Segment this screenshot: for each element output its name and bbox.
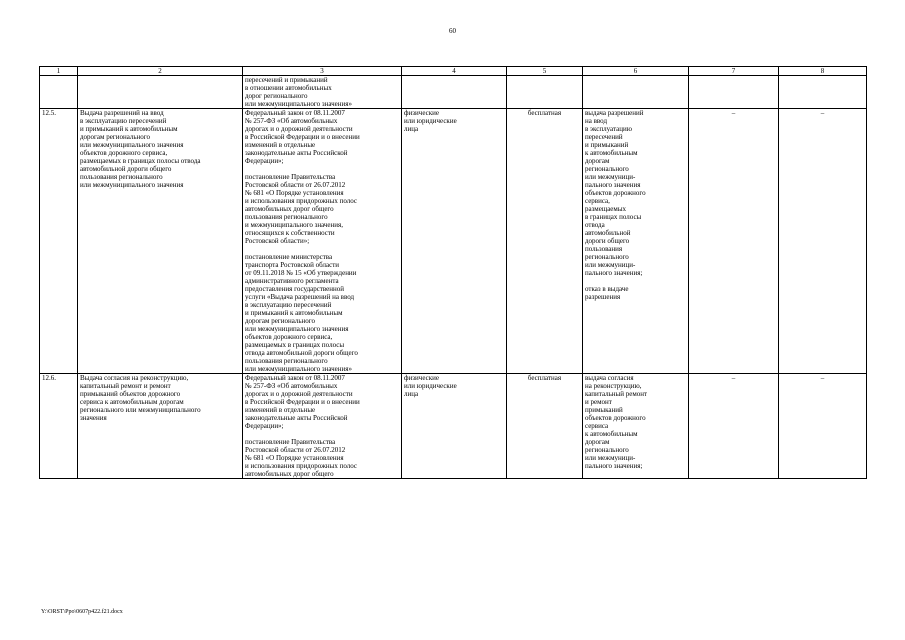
cell-fee: бесплатная [507, 374, 583, 479]
column-header-row [40, 67, 867, 76]
column-header: 5 [507, 67, 583, 76]
text-line: отказ в выдаче [585, 285, 629, 293]
column-header: 8 [779, 67, 867, 76]
text-line: лица [404, 125, 419, 133]
text-line: примыканий [585, 406, 623, 414]
text-line: или юридические [404, 117, 457, 125]
text-line: дорогам регионального [245, 317, 315, 325]
text-line: в границах полосы [585, 213, 642, 221]
text-line: постановление министерства [245, 253, 333, 261]
text-line: и использования придорожных полос [245, 197, 358, 205]
text-line: Ростовской области»; [245, 237, 310, 245]
text-line: к автомобильным [585, 430, 638, 438]
text-line: административного регламента [245, 277, 339, 285]
text-line: и использования придорожных полос [245, 462, 358, 470]
text-line: постановление Правительства [245, 173, 336, 181]
cell-col7 [689, 76, 779, 109]
text-line: примыканий объектов дорожного [80, 390, 181, 398]
paragraph-gap [585, 277, 686, 285]
cell-applicants [402, 374, 507, 479]
cell-fee: бесплатная [507, 109, 583, 374]
text-line: сервиса к автомобильным дорогам [80, 398, 184, 406]
text-line: или межмуници- [585, 261, 636, 269]
text-line: автомобильных дорог общего [245, 205, 334, 213]
cell-col8 [779, 76, 867, 109]
text-line: сервиса, [585, 197, 610, 205]
text-line: регионального или межмуниципального [80, 406, 201, 414]
file-path-footer: Y:\ORST\Ppo\0607p422.f21.docx [41, 609, 123, 615]
cell-result [583, 109, 689, 374]
table-row [40, 374, 867, 479]
text-line: или межмуниципального значения» [245, 100, 352, 108]
text-line: № 257-ФЗ «Об автомобильных [245, 117, 338, 125]
text-line: или юридические [404, 382, 457, 390]
text-line: дорогах и о дорожной деятельности [245, 125, 353, 133]
text-line: изменений в отдельные [245, 141, 316, 149]
text-line: и примыканий к автомобильным [80, 125, 178, 133]
text-line: дорогам [585, 438, 610, 446]
text-line: Ростовской области от 26.07.2012 [245, 446, 346, 454]
text-line: Федерации»; [245, 422, 284, 430]
cell-applicants [402, 76, 507, 109]
text-line: размещаемых в границах полосы отвода [80, 157, 201, 165]
text-line: дорогам регионального [80, 133, 150, 141]
text-line: Ростовской области от 26.07.2012 [245, 181, 346, 189]
text-line: дорогах и о дорожной деятельности [245, 390, 353, 398]
text-line: и межмуниципального значения, [245, 221, 344, 229]
text-line: капитальный ремонт [585, 390, 648, 398]
cell-legal-basis [243, 374, 402, 479]
column-header: 7 [689, 67, 779, 76]
paragraph-gap [245, 430, 399, 438]
text-line: в эксплуатацию пересечений [245, 301, 332, 309]
text-line: Федеральный закон от 08.11.2007 [245, 374, 345, 382]
text-line: дорог регионального [245, 92, 308, 100]
text-line: Выдача разрешений на ввод [80, 109, 164, 117]
paragraph-gap [245, 165, 399, 173]
cell-col8: – [779, 374, 867, 479]
text-line: в отношении автомобильных [245, 84, 332, 92]
text-line: изменений в отдельные [245, 406, 316, 414]
cell-fee [507, 76, 583, 109]
cell-applicants [402, 109, 507, 374]
cell-col8: – [779, 109, 867, 374]
text-line: объектов дорожного сервиса, [80, 149, 168, 157]
text-line: или межмуниципального значения [80, 141, 184, 149]
text-line: физические [404, 109, 439, 117]
text-line: выдача согласия [585, 374, 634, 382]
column-header: 6 [583, 67, 689, 76]
text-line: и примыканий [585, 141, 629, 149]
column-header: 3 [243, 67, 402, 76]
text-line: автомобильной дороги общего [80, 165, 172, 173]
page-number: 60 [449, 27, 456, 35]
cell-number: 12.5. [40, 109, 78, 374]
text-line: № 257-ФЗ «Об автомобильных [245, 382, 338, 390]
services-table [39, 66, 867, 479]
text-line: и ремонт [585, 398, 612, 406]
text-line: или межмуници- [585, 454, 636, 462]
cell-result [583, 76, 689, 109]
text-line: законодательные акты Российской [245, 149, 348, 157]
text-line: законодательные акты Российской [245, 414, 348, 422]
text-line: размещаемых в границах полосы [245, 341, 345, 349]
text-line: постановление Правительства [245, 438, 336, 446]
text-line: или межмуниципального значения [80, 181, 184, 189]
text-line: значения [80, 414, 107, 422]
text-line: регионального [585, 446, 629, 454]
text-line: на реконструкцию, [585, 382, 642, 390]
text-line: пользования [585, 245, 623, 253]
text-line: пального значения; [585, 462, 643, 470]
column-header: 1 [40, 67, 78, 76]
text-line: или межмуниципального значения [245, 325, 349, 333]
text-line: в эксплуатацию пересечений [80, 117, 167, 125]
text-line: размещаемых [585, 205, 627, 213]
cell-number: 12.6. [40, 374, 78, 479]
cell-col7: – [689, 109, 779, 374]
text-line: физические [404, 374, 439, 382]
text-line: пользования регионального [245, 357, 328, 365]
cell-legal-basis [243, 109, 402, 374]
text-line: объектов дорожного [585, 414, 646, 422]
text-line: № 681 «О Порядке установления [245, 189, 344, 197]
text-line: Федеральный закон от 08.11.2007 [245, 109, 345, 117]
text-line: относящихся к собственности [245, 229, 335, 237]
text-line: пального значения; [585, 269, 643, 277]
table-row [40, 109, 867, 374]
text-line: пользования регионального [245, 213, 328, 221]
text-line: транспорта Ростовской области [245, 261, 340, 269]
cell-legal-basis [243, 76, 402, 109]
text-line: регионального [585, 165, 629, 173]
text-line: или межмуниципального значения» [245, 365, 352, 373]
paragraph-gap [245, 245, 399, 253]
text-line: Выдача согласия на реконструкцию, [80, 374, 189, 382]
text-line: на ввод [585, 117, 608, 125]
cell-result [583, 374, 689, 479]
text-line: или межмуници- [585, 173, 636, 181]
text-line: в эксплуатацию [585, 125, 632, 133]
text-line: объектов дорожного сервиса, [245, 333, 333, 341]
text-line: пального значения [585, 181, 641, 189]
text-line: регионального [585, 253, 629, 261]
column-header: 4 [402, 67, 507, 76]
text-line: дорогам [585, 157, 610, 165]
text-line: услуги «Выдача разрешений на ввод [245, 293, 355, 301]
text-line: выдача разрешений [585, 109, 644, 117]
text-line: пересечений и примыканий [245, 76, 328, 84]
text-line: пользования регионального [80, 173, 163, 181]
text-line: от 09.11.2018 № 15 «Об утверждении [245, 269, 357, 277]
continuation-row [40, 76, 867, 109]
text-line: в Российской Федерации и о внесении [245, 133, 360, 141]
text-line: сервиса [585, 422, 609, 430]
text-line: и примыканий к автомобильным [245, 309, 343, 317]
text-line: к автомобильным [585, 149, 638, 157]
text-line: Федерации»; [245, 157, 284, 165]
text-line: объектов дорожного [585, 189, 646, 197]
text-line: автомобильных дорог общего [245, 470, 334, 478]
text-line: в Российской Федерации и о внесении [245, 398, 360, 406]
column-header: 2 [78, 67, 243, 76]
text-line: предоставления государственной [245, 285, 345, 293]
text-line: дороги общего [585, 237, 630, 245]
cell-service-name [78, 109, 243, 374]
text-line: лица [404, 390, 419, 398]
cell-service-name [78, 76, 243, 109]
cell-service-name [78, 374, 243, 479]
text-line: отвода автомобильной дороги общего [245, 349, 358, 357]
text-line: № 681 «О Порядке установления [245, 454, 344, 462]
text-line: отвода [585, 221, 605, 229]
cell-col7: – [689, 374, 779, 479]
cell-number [40, 76, 78, 109]
text-line: капитальный ремонт и ремонт [80, 382, 171, 390]
text-line: пересечений [585, 133, 623, 141]
text-line: автомобильной [585, 229, 631, 237]
text-line: разрешения [585, 293, 621, 301]
